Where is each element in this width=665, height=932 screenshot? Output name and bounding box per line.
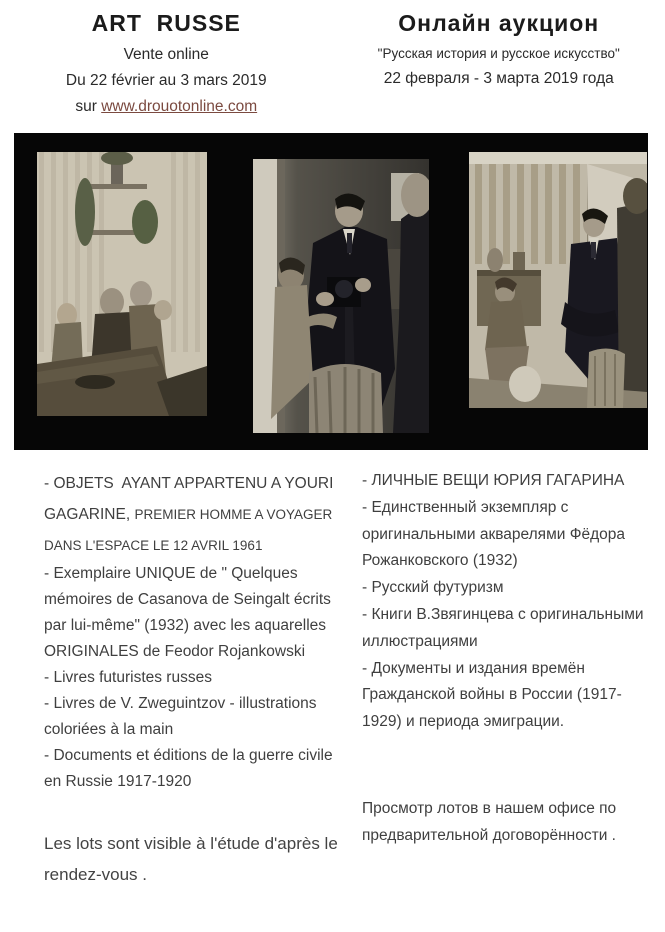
gagarin-smiling-interior-photo — [469, 152, 647, 408]
list-item: - Книги В.Звягинцева с оригинальными иллюстрациями — [362, 605, 644, 650]
header — [0, 0, 665, 120]
list-item: - Livres futuristes russes — [44, 669, 212, 686]
gagarin-family-at-table-photo — [37, 152, 207, 416]
sale-title-fr: ART RUSSE — [91, 10, 241, 36]
french-column — [44, 468, 340, 890]
sale-link-line — [0, 94, 333, 120]
photo-banner — [14, 133, 648, 450]
sale-dates-ru: 22 февраля - 3 марта 2019 года — [383, 70, 614, 87]
header-russian — [333, 9, 665, 120]
sale-subtitle-fr: Vente online — [123, 46, 209, 63]
list-item: - Документы и издания времён Гражданской войны в России (1917-1929) и периода эмиграции. — [362, 659, 622, 731]
list-item: - Русский футуризм — [362, 579, 504, 597]
list-item-gagarin-fr — [44, 468, 340, 561]
photo-placeholder-2 — [253, 159, 429, 433]
list-item: - Единственный экземпляр с оригинальными акварелями Фёдора Рожанковского (1932) — [362, 498, 626, 570]
photo-placeholder-3 — [469, 152, 647, 408]
viewing-note-ru: Просмотр лотов в нашем офисе по предварительной договорённости . — [362, 799, 617, 844]
list-item-gagarin-fr-main: - OBJETS AYANT APPARTENU A YOURI GAGARINE, — [44, 475, 338, 523]
sale-title-ru: Онлайн аукцион — [398, 10, 600, 36]
viewing-note-fr: Les lots sont visible à l'étude d'après le rendez-vous . — [44, 834, 338, 884]
list-item: - Livres de V. Zweguintzov - illustrations coloriées à la main — [44, 695, 317, 738]
gagarin-with-camera-photo — [253, 159, 429, 433]
photo-placeholder-1 — [37, 152, 207, 416]
list-item: - Documents et éditions de la guerre civile en Russie 1917-1920 — [44, 747, 333, 790]
list-item: - ЛИЧНЫЕ ВЕЩИ ЮРИЯ ГАГАРИНА — [362, 472, 625, 489]
list-item-gagarin-fr-sub: PREMIER HOMME A VOYAGER DANS L'ESPACE LE 12 AVRIL 1961 — [44, 507, 333, 553]
sale-dates-fr: Du 22 février au 3 mars 2019 — [65, 72, 267, 89]
description-section — [0, 468, 665, 890]
link-prefix: sur — [75, 98, 102, 115]
russian-column — [362, 468, 652, 890]
sale-subtitle-ru: "Русская история и русское искусство" — [377, 46, 620, 61]
header-french — [0, 9, 333, 120]
drouotonline-link[interactable]: www.drouotonline.com — [101, 98, 258, 115]
list-item: - Exemplaire UNIQUE de " Quelques mémoires de Casanova de Seingalt écrits par lui-même" (1932) avec les aquarelles ORIGINALES de Feodor Rojankowski — [44, 565, 331, 660]
